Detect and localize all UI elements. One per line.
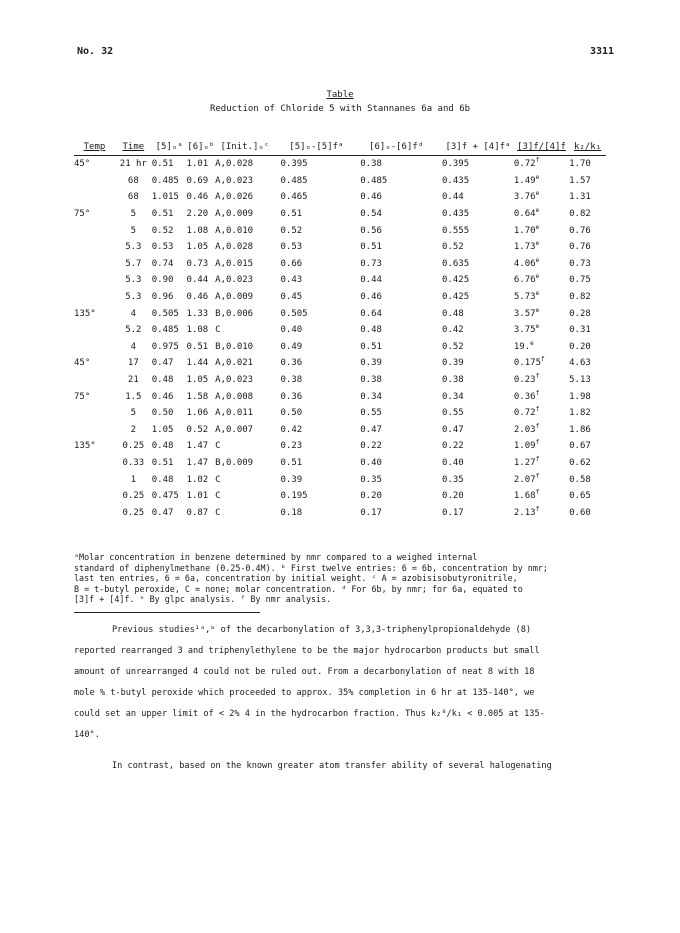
product-ratio-cell: 0.175$^f$ [513, 356, 545, 369]
column-header: [Init.]ₒᶜ [215, 124, 274, 156]
footnote-divider [74, 612, 260, 613]
chloride-consumed-cell: 0.66 [280, 258, 303, 269]
footnote-marker: f [535, 472, 540, 480]
initiator-cell: B,0.006 [215, 308, 254, 319]
rate-ratio-cell: 0.60 [569, 507, 591, 518]
rate-ratio-cell: 0.76 [569, 225, 591, 236]
temp-cell [74, 289, 115, 306]
initiator-cell: A,0.021 [215, 358, 254, 369]
footnote-marker: e [535, 306, 540, 314]
rate-ratio-cell: 5.13 [569, 375, 591, 386]
chloride-consumed-cell: 0.52 [280, 225, 303, 236]
stannane-consumed-cell: 0.39 [360, 358, 382, 369]
footnote-marker: f [535, 455, 540, 463]
table-row [74, 455, 606, 472]
stannane-conc-cell: 1.02 [186, 474, 209, 485]
chloride-consumed-cell: 0.36 [280, 391, 303, 402]
table-row [74, 339, 606, 356]
stannane-conc-cell: 0.69 [186, 175, 209, 186]
footnote-line: standard of diphenylmethane (0.25-0.4M). ᵇ First twelve entries: 6 = 6b, concentration by nmr; [74, 562, 548, 573]
footnote-line: B = t-butyl peroxide, C = none; molar concentration. ᵈ For 6b, by nmr; for 6a, equated to [74, 583, 523, 594]
chloride-consumed-cell: 0.36 [280, 358, 303, 369]
stannane-conc-cell: 0.87 [186, 507, 209, 518]
page-number: 3311 [590, 46, 615, 57]
time-cell: 5.3 [125, 242, 142, 253]
table-row [74, 372, 606, 389]
initiator-cell: A,0.028 [215, 242, 254, 253]
time-cell: 21 [127, 375, 139, 386]
initiator-cell: A,0.023 [215, 175, 254, 186]
chloride-consumed-cell: 0.51 [280, 457, 303, 468]
initiator-cell: C [215, 507, 221, 518]
stannane-conc-cell: 1.01 [186, 159, 209, 170]
product-ratio-cell: 5.73e [513, 290, 540, 303]
temp-cell [74, 322, 115, 339]
stannane-conc-cell: 1.01 [186, 491, 209, 502]
rate-ratio-cell: 0.82 [569, 292, 591, 303]
footnote-marker: f [535, 505, 540, 513]
footnote-marker: e [535, 190, 540, 198]
chloride-consumed-cell: 0.51 [280, 209, 303, 220]
chloride-conc-cell: 0.46 [151, 391, 174, 402]
chloride-conc-cell: 0.975 [151, 341, 179, 352]
table-row [74, 471, 606, 488]
chloride-consumed-cell: 0.49 [280, 341, 303, 352]
time-cell: 0.25 [122, 441, 145, 452]
stannane-conc-cell: 1.05 [186, 375, 209, 386]
table-footnotes [74, 552, 614, 605]
stannane-consumed-cell: 0.73 [360, 258, 382, 269]
table-row [74, 189, 606, 206]
time-cell: 0.33 [122, 457, 145, 468]
table-row [74, 239, 606, 256]
footnote-marker: e [535, 173, 540, 181]
product-ratio-cell: 1.09$^f$ [513, 439, 540, 452]
initiator-cell: B,0.010 [215, 341, 254, 352]
footnote-marker: f [535, 439, 540, 447]
footnote-line: ᵃMolar concentration in benzene determined by nmr compared to a weighed internal [74, 552, 478, 562]
rate-ratio-cell: 0.28 [569, 308, 591, 319]
rate-ratio-cell: 0.82 [569, 209, 591, 220]
initiator-cell: A,0.009 [215, 209, 254, 220]
time-cell: 1.5 [125, 391, 142, 402]
rate-ratio-cell: 0.73 [569, 258, 591, 269]
stannane-conc-cell: 1.44 [186, 358, 209, 369]
time-cell: 5.7 [125, 258, 142, 269]
chloride-consumed-cell: 0.45 [280, 292, 303, 303]
time-cell: 5.3 [125, 292, 142, 303]
product-sum-cell: 0.34 [442, 391, 464, 402]
initiator-cell: C [215, 325, 221, 336]
table-row [74, 322, 606, 339]
product-ratio-cell: 3.75e [513, 323, 540, 336]
stannane-consumed-cell: 0.51 [360, 242, 382, 253]
initiator-cell: B,0.009 [215, 457, 254, 468]
stannane-consumed-cell: 0.44 [360, 275, 382, 286]
product-ratio-cell: 0.72$^f$ [513, 406, 540, 419]
product-sum-cell: 0.52 [442, 242, 464, 253]
initiator-cell: A,0.023 [215, 375, 254, 386]
product-sum-cell: 0.635 [442, 258, 470, 269]
chloride-consumed-cell: 0.18 [280, 507, 303, 518]
footnote-marker: f [535, 489, 540, 497]
time-cell: 5.3 [125, 275, 142, 286]
footnote-marker: e [535, 256, 540, 264]
time-cell: 68 [127, 175, 139, 186]
initiator-cell: A,0.015 [215, 258, 254, 269]
chloride-consumed-cell: 0.23 [280, 441, 303, 452]
stannane-consumed-cell: 0.48 [360, 325, 382, 336]
table-row [74, 156, 606, 173]
paragraph-line: Previous studies¹ᵃ,ᵇ of the decarbonylation of 3,3,3-triphenylpropionaldehyde (8) [112, 625, 532, 635]
product-ratio-cell: 0.36$^f$ [513, 389, 540, 402]
time-cell: 17 [127, 358, 139, 369]
chloride-conc-cell: 1.05 [151, 424, 174, 435]
temp-cell [74, 239, 115, 256]
chloride-conc-cell: 0.485 [151, 175, 179, 186]
journal-issue-number: No. 32 [77, 46, 114, 57]
product-sum-cell: 0.47 [442, 424, 464, 435]
temp-cell: 135° [74, 308, 96, 319]
product-ratio-cell: 1.49e [513, 173, 540, 186]
stannane-conc-cell: 0.52 [186, 424, 209, 435]
stannane-conc-cell: 1.47 [186, 441, 209, 452]
temp-cell [74, 405, 115, 422]
table-row [74, 256, 606, 273]
chloride-consumed-cell: 0.40 [280, 325, 303, 336]
chloride-consumed-cell: 0.53 [280, 242, 303, 253]
temp-cell [74, 488, 115, 505]
temp-cell: 45° [74, 358, 91, 369]
temp-cell [74, 339, 115, 356]
footnote-line: [3]f + [4]f. ᵉ By glpc analysis. ᶠ By nmr analysis. [74, 594, 332, 605]
product-sum-cell: 0.52 [442, 341, 464, 352]
initiator-cell: C [215, 474, 221, 485]
product-ratio-cell: 2.03$^f$ [513, 422, 540, 435]
footnote-marker: e [530, 339, 534, 347]
chloride-consumed-cell: 0.195 [280, 491, 308, 502]
stannane-conc-cell: 0.51 [186, 341, 209, 352]
paragraph-line: 140°. [74, 730, 100, 740]
time-cell: 21 hr [119, 159, 147, 170]
rate-ratio-cell: 0.62 [569, 457, 591, 468]
stannane-conc-cell: 1.47 [186, 457, 209, 468]
temp-cell [74, 222, 115, 239]
product-sum-cell: 0.40 [442, 457, 464, 468]
product-sum-cell: 0.22 [442, 441, 464, 452]
column-header: Temp [74, 124, 115, 156]
rate-ratio-cell: 1.98 [569, 391, 591, 402]
rate-ratio-cell: 1.82 [569, 408, 591, 419]
temp-cell [74, 455, 115, 472]
chloride-consumed-cell: 0.50 [280, 408, 303, 419]
table-caption: Reduction of Chloride 5 with Stannanes 6a and 6b [209, 104, 471, 114]
initiator-cell: A,0.011 [215, 408, 254, 419]
footnote-marker: e [535, 323, 540, 331]
product-sum-cell: 0.42 [442, 325, 464, 336]
body-paragraph-2 [74, 756, 614, 777]
rate-ratio-cell: 0.76 [569, 242, 591, 253]
stannane-consumed-cell: 0.46 [360, 192, 382, 203]
time-cell: 4 [130, 308, 137, 319]
column-header: [6]ₒᵇ [187, 124, 216, 156]
rate-ratio-cell: 4.63 [569, 358, 591, 369]
chloride-consumed-cell: 0.395 [280, 159, 308, 170]
product-ratio-cell: 2.13$^f$ [513, 505, 540, 518]
time-cell: 5 [130, 209, 137, 220]
chloride-conc-cell: 0.96 [151, 292, 174, 303]
chloride-consumed-cell: 0.505 [280, 308, 308, 319]
chloride-conc-cell: 0.47 [151, 507, 174, 518]
product-sum-cell: 0.435 [442, 209, 470, 220]
product-sum-cell: 0.39 [442, 358, 464, 369]
chloride-conc-cell: 0.51 [151, 457, 174, 468]
stannane-consumed-cell: 0.20 [360, 491, 382, 502]
initiator-cell: A,0.023 [215, 275, 254, 286]
stannane-conc-cell: 1.08 [186, 225, 209, 236]
stannane-consumed-cell: 0.34 [360, 391, 382, 402]
table-row [74, 206, 606, 223]
product-sum-cell: 0.48 [442, 308, 464, 319]
footnote-marker: f [535, 157, 540, 165]
table-row [74, 355, 606, 372]
table-row [74, 405, 606, 422]
stannane-conc-cell: 1.33 [186, 308, 209, 319]
stannane-consumed-cell: 0.485 [360, 175, 388, 186]
time-cell: 2 [130, 424, 137, 435]
temp-cell [74, 372, 115, 389]
temp-cell [74, 189, 115, 206]
table-row [74, 438, 606, 455]
product-sum-cell: 0.20 [442, 491, 464, 502]
paragraph-line: reported rearranged 3 and triphenylethylene to be the major hydrocarbon products but small [74, 646, 540, 656]
stannane-conc-cell: 1.06 [186, 408, 209, 419]
stannane-consumed-cell: 0.56 [360, 225, 382, 236]
product-sum-cell: 0.425 [442, 292, 470, 303]
column-header: [5]ₒ-[5]fᵃ [275, 124, 353, 156]
table-row [74, 272, 606, 289]
product-sum-cell: 0.44 [442, 192, 464, 203]
footnote-line: last ten entries, 6 = 6a, concentration by initial weight. ᶜ A = azobisisobutyronitrile, [74, 573, 518, 584]
stannane-consumed-cell: 0.38 [360, 159, 382, 170]
stannane-conc-cell: 0.44 [186, 275, 209, 286]
column-header: k₂/k₁ [569, 124, 606, 156]
time-cell: 5 [130, 408, 137, 419]
product-sum-cell: 0.395 [442, 159, 470, 170]
temp-cell: 75° [74, 209, 91, 220]
stannane-conc-cell: 1.08 [186, 325, 209, 336]
chloride-consumed-cell: 0.485 [280, 175, 308, 186]
product-sum-cell: 0.55 [442, 408, 464, 419]
chloride-consumed-cell: 0.42 [280, 424, 303, 435]
product-ratio-cell: 1.73e [513, 240, 540, 253]
stannane-consumed-cell: 0.22 [360, 441, 382, 452]
stannane-conc-cell: 2.20 [186, 209, 209, 220]
table-header-row [74, 124, 606, 156]
stannane-consumed-cell: 0.54 [360, 209, 382, 220]
rate-ratio-cell: 0.31 [569, 325, 591, 336]
product-ratio-cell: 0.72$^f$ [513, 157, 540, 170]
footnote-marker: f [535, 373, 540, 381]
chloride-conc-cell: 0.48 [151, 474, 174, 485]
chloride-consumed-cell: 0.38 [280, 375, 303, 386]
rate-ratio-cell: 1.86 [569, 424, 591, 435]
chloride-consumed-cell: 0.39 [280, 474, 303, 485]
initiator-cell: A,0.026 [215, 192, 254, 203]
footnote-marker: f [540, 356, 545, 364]
chloride-conc-cell: 0.47 [151, 358, 174, 369]
product-sum-cell: 0.38 [442, 375, 464, 386]
product-ratio-cell: 1.27$^f$ [513, 455, 540, 468]
rate-ratio-cell: 0.65 [569, 491, 591, 502]
initiator-cell: C [215, 491, 221, 502]
chloride-conc-cell: 0.485 [151, 325, 179, 336]
time-cell: 5.2 [125, 325, 142, 336]
product-ratio-cell: 2.07$^f$ [513, 472, 540, 485]
rate-ratio-cell: 0.58 [569, 474, 591, 485]
time-cell: 68 [127, 192, 139, 203]
chloride-conc-cell: 0.50 [151, 408, 174, 419]
column-header: [5]ₒᵃ [152, 124, 187, 156]
table-row [74, 422, 606, 439]
stannane-conc-cell: 1.05 [186, 242, 209, 253]
product-sum-cell: 0.425 [442, 275, 470, 286]
table-row [74, 222, 606, 239]
product-ratio-cell: 1.70e [513, 223, 540, 236]
temp-cell [74, 471, 115, 488]
data-table [74, 124, 606, 521]
chloride-conc-cell: 0.51 [151, 209, 174, 220]
chloride-conc-cell: 0.51 [151, 159, 174, 170]
column-header: Time [115, 124, 152, 156]
initiator-cell: A,0.007 [215, 424, 254, 435]
chloride-conc-cell: 0.90 [151, 275, 174, 286]
time-cell: 4 [130, 341, 137, 352]
stannane-consumed-cell: 0.46 [360, 292, 382, 303]
stannane-conc-cell: 0.73 [186, 258, 209, 269]
table-row [74, 488, 606, 505]
chloride-conc-cell: 0.475 [151, 491, 179, 502]
chloride-conc-cell: 0.48 [151, 375, 174, 386]
time-cell: 5 [130, 225, 137, 236]
temp-cell: 75° [74, 391, 91, 402]
paragraph-line: In contrast, based on the known greater atom transfer ability of several halogenating [112, 761, 552, 771]
rate-ratio-cell: 0.75 [569, 275, 591, 286]
temp-cell [74, 504, 115, 521]
product-sum-cell: 0.35 [442, 474, 464, 485]
table-body [74, 156, 606, 522]
product-sum-cell: 0.435 [442, 175, 470, 186]
initiator-cell: A,0.008 [215, 391, 254, 402]
table-row [74, 388, 606, 405]
chloride-conc-cell: 1.015 [151, 192, 179, 203]
product-ratio-cell: 3.76e [513, 190, 540, 203]
temp-cell: 45° [74, 159, 91, 170]
footnote-marker: e [535, 240, 540, 248]
chloride-conc-cell: 0.53 [151, 242, 174, 253]
footnote-marker: f [535, 389, 540, 397]
temp-cell [74, 173, 115, 190]
product-ratio-cell: 6.76e [513, 273, 540, 286]
paragraph-line: amount of unrearranged 4 could not be ruled out. From a decarbonylation of neat 8 with 18 [74, 667, 535, 677]
temp-cell [74, 272, 115, 289]
product-ratio-cell: 0.23$^f$ [513, 373, 540, 386]
footnote-marker: e [535, 290, 540, 298]
time-cell: 1 [130, 474, 137, 485]
paragraph-line: mole % t-butyl peroxide which proceeded to approx. 35% completion in 6 hr at 135-140°, we [74, 688, 535, 698]
rate-ratio-cell: 0.20 [569, 341, 591, 352]
product-ratio-cell: 0.64e [513, 207, 540, 220]
stannane-consumed-cell: 0.17 [360, 507, 382, 518]
body-paragraph-1 [74, 620, 614, 746]
initiator-cell: A,0.010 [215, 225, 254, 236]
paragraph-line: could set an upper limit of < 2% 4 in the hydrocarbon fraction. Thus k₂⁸/k₁ < 0.005 at 135- [74, 709, 545, 719]
chloride-conc-cell: 0.52 [151, 225, 174, 236]
chloride-conc-cell: 0.48 [151, 441, 174, 452]
initiator-cell: A,0.009 [215, 292, 254, 303]
product-sum-cell: 0.17 [442, 507, 464, 518]
column-header: [6]ₒ-[6]fᵈ [352, 124, 432, 156]
initiator-cell: A,0.028 [215, 159, 254, 170]
stannane-consumed-cell: 0.51 [360, 341, 382, 352]
table-title: Table [326, 90, 354, 100]
product-ratio-cell: 3.57e [513, 306, 540, 319]
temp-cell [74, 422, 115, 439]
chloride-conc-cell: 0.74 [151, 258, 174, 269]
footnote-marker: f [535, 406, 540, 414]
product-ratio-cell: 4.06e [513, 256, 540, 269]
temp-cell: 135° [74, 441, 96, 452]
table-row [74, 173, 606, 190]
column-header: [3]f + [4]fᵃ [432, 124, 514, 156]
product-ratio-cell: 1.68$^f$ [513, 489, 540, 502]
stannane-conc-cell: 1.58 [186, 391, 209, 402]
chloride-consumed-cell: 0.465 [280, 192, 308, 203]
footnote-marker: e [535, 223, 540, 231]
product-sum-cell: 0.555 [442, 225, 470, 236]
column-header: [3]f/[4]f [514, 124, 569, 156]
rate-ratio-cell: 0.67 [569, 441, 591, 452]
rate-ratio-cell: 1.31 [569, 192, 591, 203]
table-row [74, 289, 606, 306]
stannane-consumed-cell: 0.64 [360, 308, 382, 319]
stannane-consumed-cell: 0.55 [360, 408, 382, 419]
stannane-consumed-cell: 0.35 [360, 474, 382, 485]
stannane-consumed-cell: 0.47 [360, 424, 382, 435]
time-cell: 0.25 [122, 507, 145, 518]
rate-ratio-cell: 1.57 [569, 175, 591, 186]
time-cell: 0.25 [122, 491, 145, 502]
stannane-conc-cell: 0.46 [186, 192, 209, 203]
chloride-conc-cell: 0.505 [151, 308, 179, 319]
temp-cell [74, 256, 115, 273]
table-row [74, 305, 606, 322]
rate-ratio-cell: 1.70 [569, 159, 591, 170]
footnote-marker: f [535, 422, 540, 430]
stannane-consumed-cell: 0.38 [360, 375, 382, 386]
stannane-conc-cell: 0.46 [186, 292, 209, 303]
stannane-consumed-cell: 0.40 [360, 457, 382, 468]
footnote-marker: e [535, 273, 540, 281]
initiator-cell: C [215, 441, 221, 452]
chloride-consumed-cell: 0.43 [280, 275, 303, 286]
table-row [74, 504, 606, 521]
footnote-marker: e [535, 207, 540, 215]
product-ratio-cell: 19.$^e$ [513, 339, 534, 352]
